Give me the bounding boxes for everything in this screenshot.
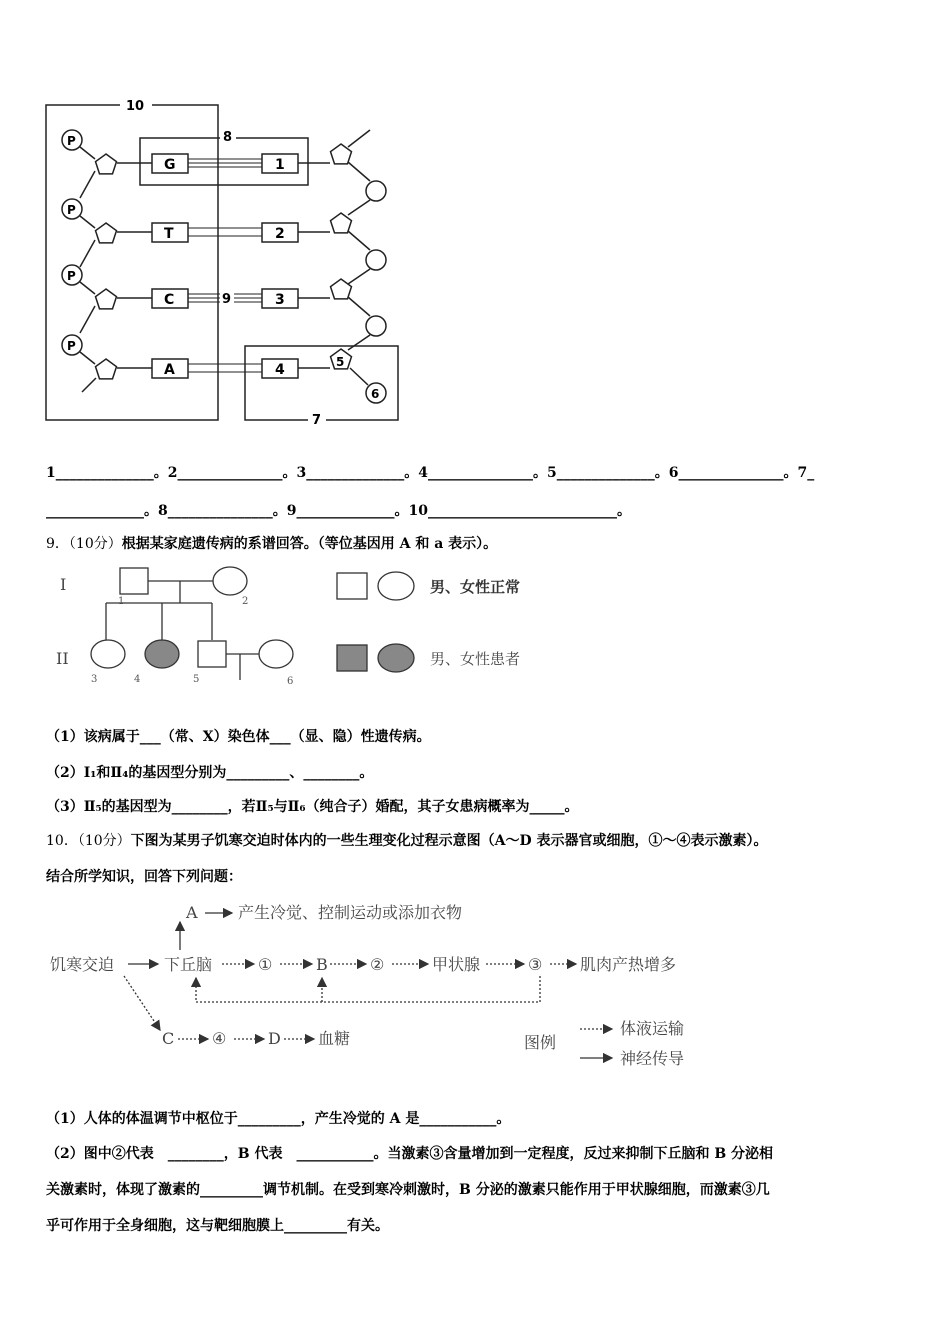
legend-humoral-label: 体液运输 xyxy=(620,1019,685,1038)
node-glucose: 血糖 xyxy=(318,1029,351,1048)
node-hormone-2: ② xyxy=(370,955,385,974)
gen-label-2: II xyxy=(56,649,69,668)
id-6: 6 xyxy=(287,676,294,687)
phosphate-label: P xyxy=(67,269,76,283)
q10-sub2-line2: 关激素时，体现了激素的_________调节机制。在受到寒冷刺激时，B 分泌的激素只能作用于甲状腺细胞，而激素③几 xyxy=(46,1182,770,1198)
q9-sub2: （2）Ⅰ₁和Ⅱ₄的基因型分别为_________、________。 xyxy=(46,765,374,781)
legend-normal-label: 男、女性正常 xyxy=(430,578,521,596)
id-2: 2 xyxy=(242,596,249,607)
q10-number: 10．（10分） xyxy=(46,833,131,849)
q10-sub1: （1）人体的体温调节中枢位于_________，产生冷觉的 A 是___________。 xyxy=(46,1111,511,1127)
node-start: 饥寒交迫 xyxy=(50,955,115,974)
q9-number: 9．（10分） xyxy=(46,536,122,552)
base-left: C xyxy=(164,292,175,308)
node-hypothalamus: 下丘脑 xyxy=(164,955,213,974)
q8-blanks-line2: ______________。8_______________。9______________。10___________________________。 xyxy=(46,503,631,519)
node-c: C xyxy=(162,1029,175,1048)
id-1: 1 xyxy=(118,596,125,607)
base-left: G xyxy=(164,157,176,173)
node-d: D xyxy=(268,1029,281,1048)
q9-text: 根据某家庭遗传病的系谱回答。（等位基因用 A 和 a 表示）。 xyxy=(121,536,498,552)
phosphate-label: P xyxy=(67,134,76,148)
phosphate-label: P xyxy=(67,339,76,353)
label-8: 8 xyxy=(223,130,233,145)
node-b: B xyxy=(316,955,328,974)
label-6: 6 xyxy=(371,387,380,401)
base-right: 1 xyxy=(275,157,285,173)
base-left: T xyxy=(164,226,174,242)
id-4: 4 xyxy=(134,674,141,685)
q10-text: 下图为某男子饥寒交迫时体内的一些生理变化过程示意图（A～D 表示器官或细胞，①～④表示激素）。 xyxy=(130,833,768,849)
base-right: 4 xyxy=(275,362,285,378)
phosphate-label: P xyxy=(67,203,76,217)
base-left: A xyxy=(164,362,175,378)
id-5: 5 xyxy=(193,674,200,685)
legend-neural-label: 神经传导 xyxy=(620,1049,685,1068)
node-hormone-4: ④ xyxy=(212,1029,227,1048)
q10-sub2-line1: （2）图中②代表 ________，B 代表 ___________。当激素③含量增加到一定程度，反过来抑制下丘脑和 B 分泌相 xyxy=(46,1146,774,1162)
base-right: 3 xyxy=(275,292,285,308)
node-hormone-3: ③ xyxy=(528,955,543,974)
legend-affected-label: 男、女性患者 xyxy=(430,650,521,668)
base-right: 2 xyxy=(275,226,285,242)
gen-label-1: I xyxy=(60,575,67,594)
node-a: A xyxy=(186,903,198,922)
label-10: 10 xyxy=(126,99,145,114)
legend-title: 图例 xyxy=(524,1033,557,1052)
node-hormone-1: ① xyxy=(258,955,273,974)
q9-sub1: （1）该病属于___（常、X）染色体___（显、隐）性遗传病。 xyxy=(46,729,431,745)
node-muscle-heat: 肌肉产热增多 xyxy=(580,955,677,974)
q8-blanks-line1: 1______________。2_______________。3______________。4_______________。5______________。6_______________。7_ xyxy=(46,465,815,481)
q10-title-line2: 结合所学知识，回答下列问题： xyxy=(46,869,242,885)
label-5: 5 xyxy=(336,355,345,369)
id-3: 3 xyxy=(91,674,98,685)
node-thyroid: 甲状腺 xyxy=(432,955,481,974)
q9-sub3: （3）Ⅱ₅的基因型为________，若Ⅱ₅与Ⅱ₆（纯合子）婚配，其子女患病概率为_____。 xyxy=(46,799,579,815)
label-9: 9 xyxy=(222,292,232,307)
q10-sub2-line3: 乎可作用于全身细胞，这与靶细胞膜上_________有关。 xyxy=(46,1218,389,1234)
label-7: 7 xyxy=(312,413,322,428)
a-effect-text: 产生冷觉、控制运动或添加衣物 xyxy=(238,903,463,922)
